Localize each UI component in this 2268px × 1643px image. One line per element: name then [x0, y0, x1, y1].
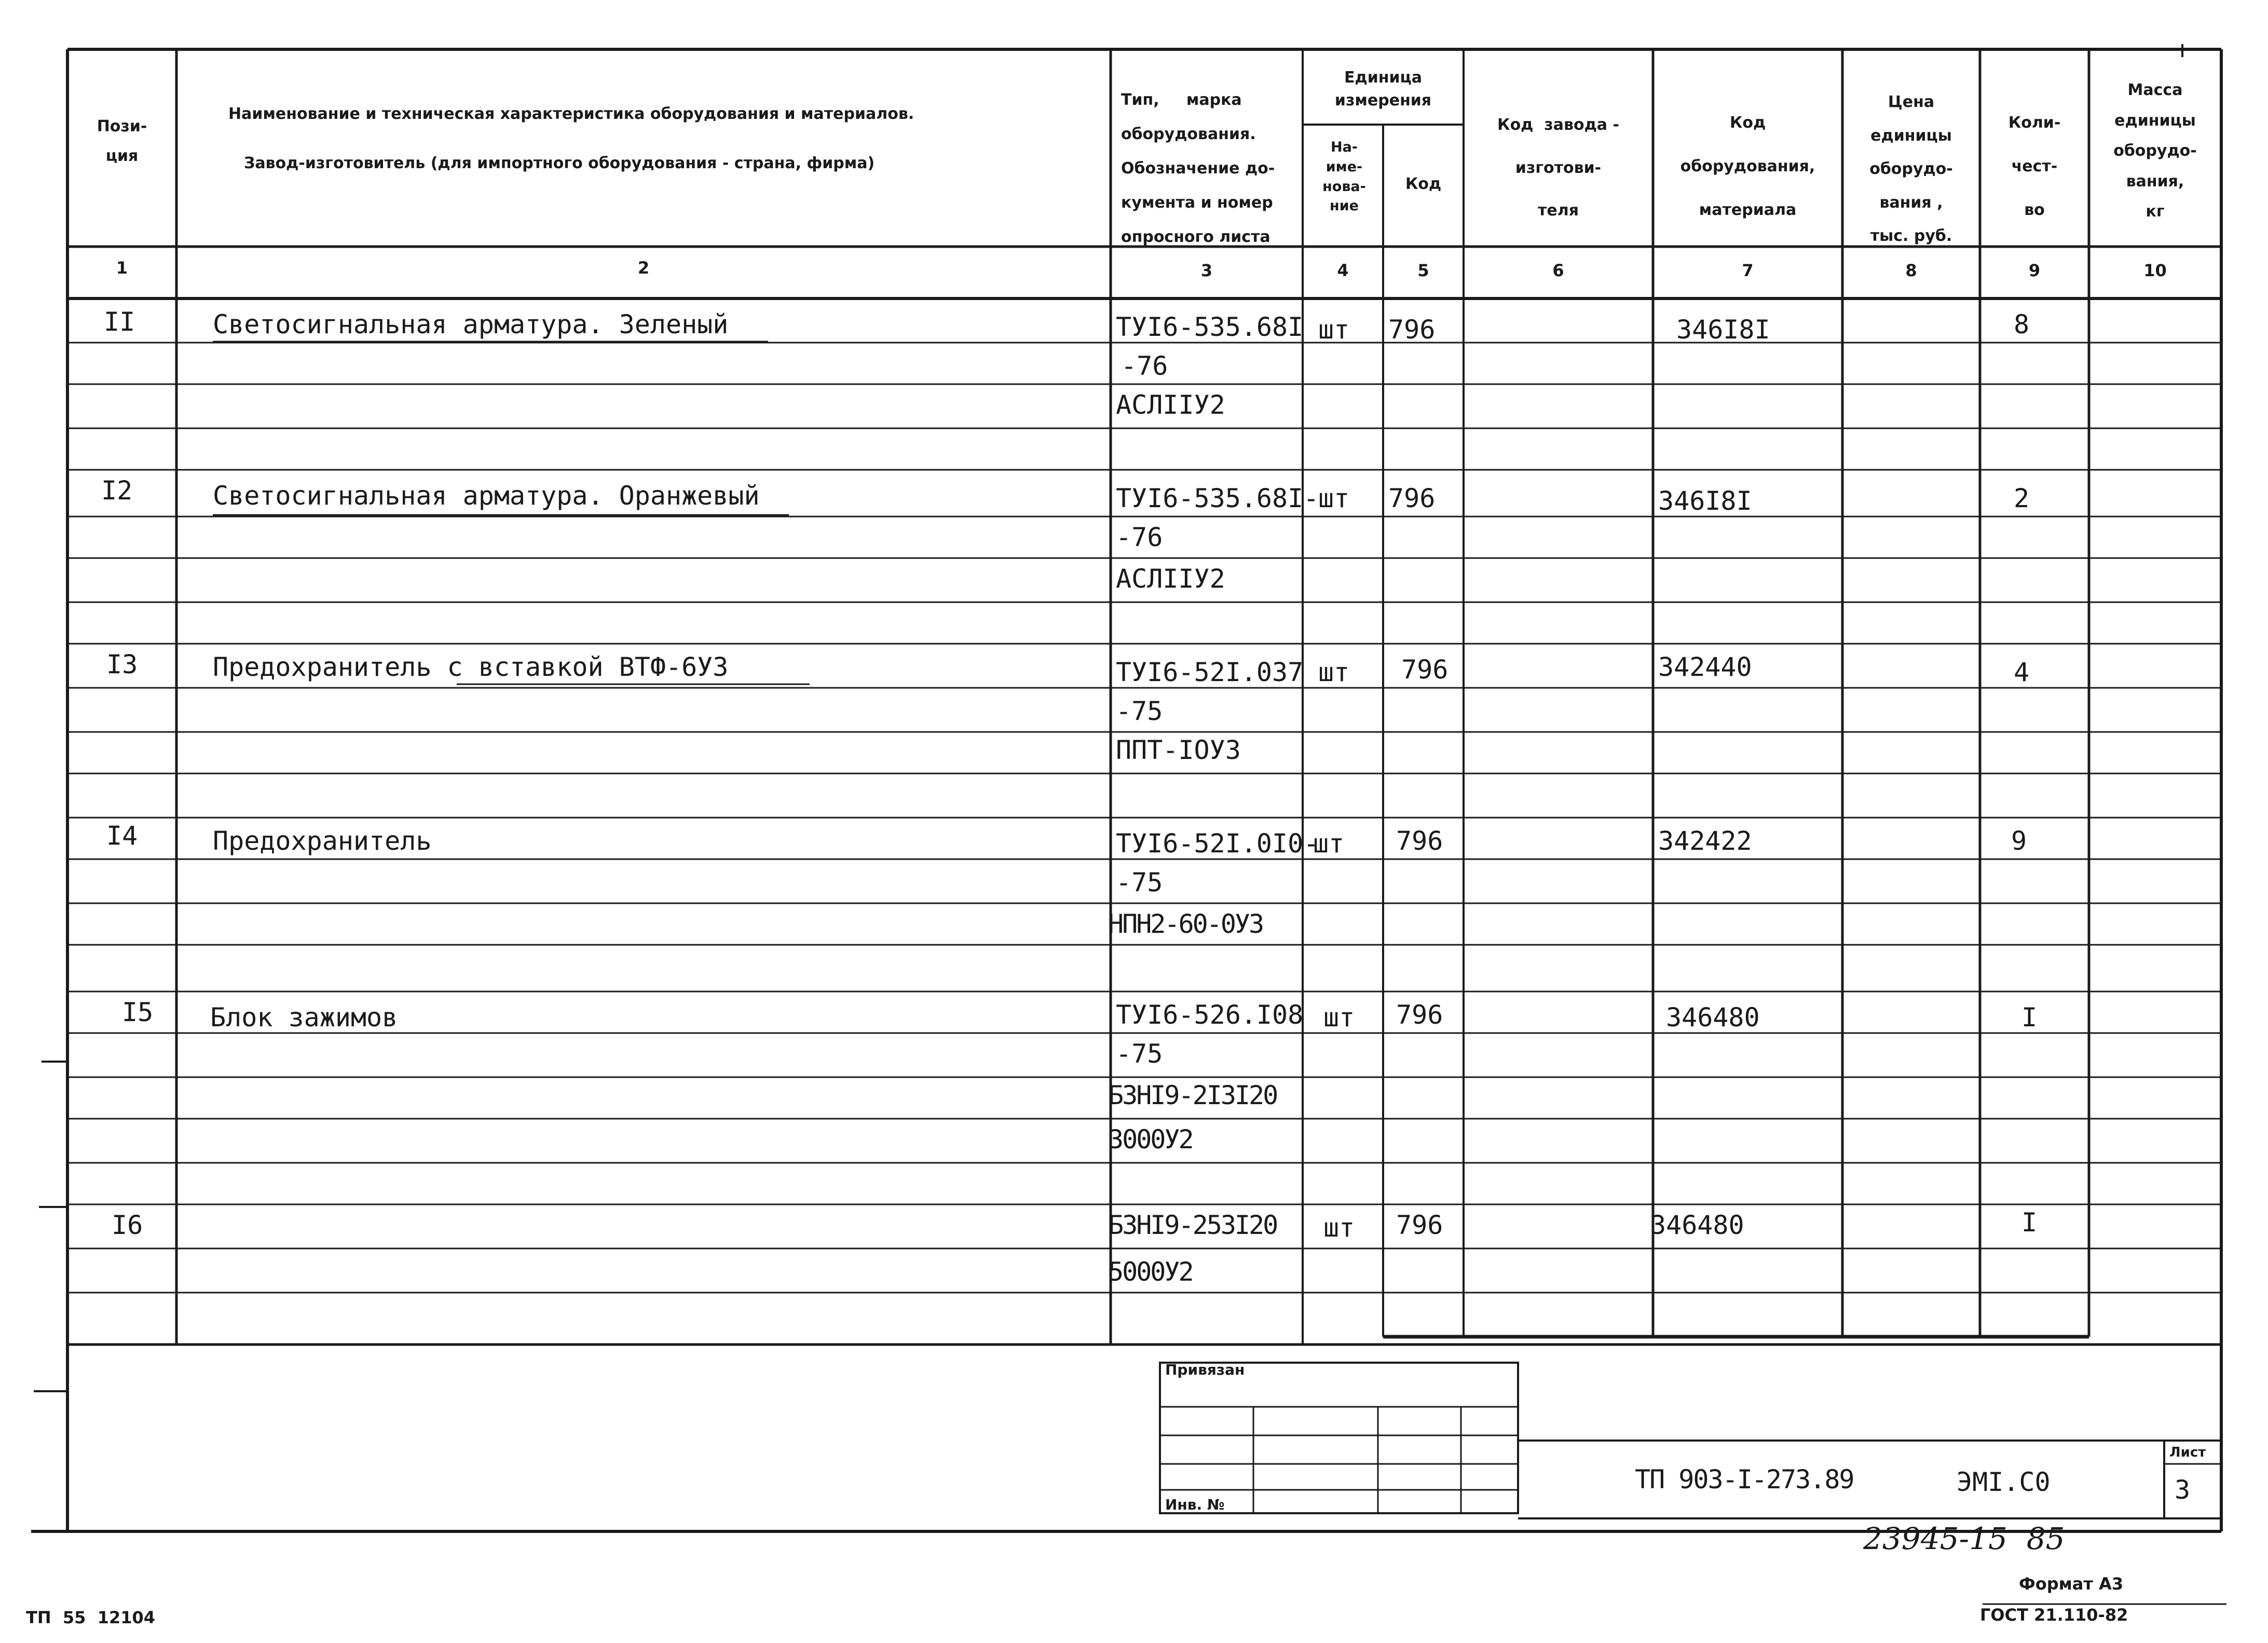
item-type-line: 5000У2 — [1108, 1257, 1193, 1287]
header-position: Пози- ция — [97, 117, 147, 165]
column-number-4: 4 — [1337, 261, 1349, 280]
stamp-inventory-label: Инв. № — [1165, 1496, 1225, 1513]
column-number-1: 1 — [116, 258, 128, 278]
stamp-bound-label: Привязан — [1165, 1361, 1245, 1378]
sheet-label: Лист — [2169, 1445, 2206, 1460]
item-equipment-code: 342440 — [1658, 652, 1752, 682]
header-name-line1: Наименование и техническая характеристика оборудования и материалов. — [228, 105, 914, 123]
item-unit-code: 796 — [1396, 826, 1443, 856]
item-type-line: -75 — [1116, 867, 1163, 898]
handwritten-archive-number: 23945-15 85 — [1863, 1521, 2065, 1556]
item-quantity: I — [2021, 1002, 2038, 1033]
header-quantity: Коли- чест- во — [2008, 114, 2061, 219]
header-name-line2: Завод-изготовитель (для импортного оборудования - страна, фирма) — [244, 154, 875, 172]
column-number-9: 9 — [2028, 261, 2041, 280]
item-position: I3 — [106, 649, 138, 680]
item-position: I4 — [106, 821, 138, 851]
item-unit-code: 796 — [1388, 315, 1436, 345]
item-unit-code: 796 — [1396, 1210, 1443, 1240]
item-type-line: ТУI6-52I.037 — [1116, 657, 1304, 687]
item-quantity: 9 — [2011, 826, 2027, 856]
item-type-line: ТУI6-535.68I- — [1116, 483, 1319, 513]
item-equipment-code: 346I8I — [1658, 486, 1752, 516]
item-type-line: ТУI6-535.68I — [1116, 312, 1304, 342]
header-plant-code: Код завода - изготови- теля — [1497, 116, 1619, 220]
item-equipment-code: 346I8I — [1676, 315, 1770, 345]
header-price: Цена единицы оборудо- вания , тыс. руб. — [1869, 93, 1953, 245]
document-number: ТП 903-I-273.89 — [1635, 1464, 1854, 1495]
item-position: I2 — [101, 476, 133, 506]
item-type-line: 3000У2 — [1108, 1124, 1193, 1155]
item-type-line: БЗНI9-2I3I20 — [1108, 1080, 1277, 1110]
item-type-line: -76 — [1116, 522, 1163, 552]
item-type-line: НПН2-60-0У3 — [1108, 909, 1263, 939]
item-equipment-code: 342422 — [1658, 826, 1752, 856]
item-name: Светосигнальная арматура. Зеленый — [213, 309, 729, 340]
item-unit-code: 796 — [1396, 1000, 1443, 1030]
column-number-8: 8 — [1905, 261, 1917, 280]
item-equipment-code: 346480 — [1650, 1210, 1744, 1240]
column-number-2: 2 — [637, 258, 650, 278]
format-label: Формат А3 — [2019, 1574, 2124, 1594]
header-mass: Масса единицы оборудо- вания, кг — [2113, 81, 2197, 221]
item-name: Предохранитель — [213, 826, 432, 856]
item-unit-code: 796 — [1388, 483, 1436, 513]
document-code: ЭМI.С0 — [1957, 1467, 2051, 1497]
header-unit-code: Код — [1405, 175, 1442, 193]
gost-label: ГОСТ 21.110-82 — [1980, 1605, 2128, 1625]
header-equipment-code: Код оборудования, материала — [1680, 114, 1815, 219]
item-type-line: БЗНI9-253I20 — [1108, 1210, 1277, 1240]
column-number-7: 7 — [1742, 261, 1754, 280]
item-type-line: ППТ-IОУ3 — [1116, 735, 1241, 765]
item-quantity: 4 — [2014, 657, 2030, 687]
column-number-6: 6 — [1552, 261, 1564, 280]
header-type: Тип, марка оборудования. Обозначение до- кумента и номер опросного листа — [1121, 91, 1275, 246]
item-name: Предохранитель с вставкой ВТФ-6У3 — [213, 652, 729, 682]
item-type-line: АСЛIIУ2 — [1116, 390, 1225, 420]
item-quantity: I — [2021, 1207, 2038, 1238]
item-unit: шт — [1318, 483, 1350, 513]
item-name: Блок зажимов — [210, 1002, 398, 1033]
footer-document-id: ТП 55 12104 — [26, 1608, 156, 1627]
item-position: I5 — [122, 997, 154, 1027]
sheet-number: 3 — [2175, 1475, 2191, 1505]
item-unit: шт — [1313, 829, 1345, 859]
item-type-line: -75 — [1116, 1039, 1163, 1069]
header-unit: Единица измерения — [1334, 69, 1432, 110]
header-unit-name: На- име- нова- ние — [1322, 139, 1366, 214]
item-name: Светосигнальная арматура. Оранжевый — [213, 481, 760, 511]
item-unit: шт — [1318, 657, 1350, 687]
column-number-3: 3 — [1200, 261, 1213, 280]
item-unit-code: 796 — [1401, 655, 1449, 685]
column-number-5: 5 — [1417, 261, 1429, 280]
item-position: II — [104, 307, 135, 337]
item-quantity: 2 — [2014, 483, 2030, 513]
item-unit: шт — [1323, 1213, 1355, 1243]
column-number-10: 10 — [2143, 261, 2167, 280]
item-type-line: АСЛIIУ2 — [1116, 564, 1225, 594]
item-type-line: -75 — [1116, 696, 1163, 726]
item-type-line: ТУI6-526.I08 — [1116, 1000, 1304, 1030]
item-position: I6 — [112, 1210, 143, 1240]
item-type-line: ТУI6-52I.0I0- — [1116, 829, 1319, 859]
item-unit: шт — [1318, 315, 1350, 345]
item-unit: шт — [1323, 1002, 1355, 1033]
item-equipment-code: 346480 — [1666, 1002, 1760, 1033]
item-quantity: 8 — [2014, 309, 2030, 340]
item-type-line: -76 — [1121, 351, 1168, 381]
